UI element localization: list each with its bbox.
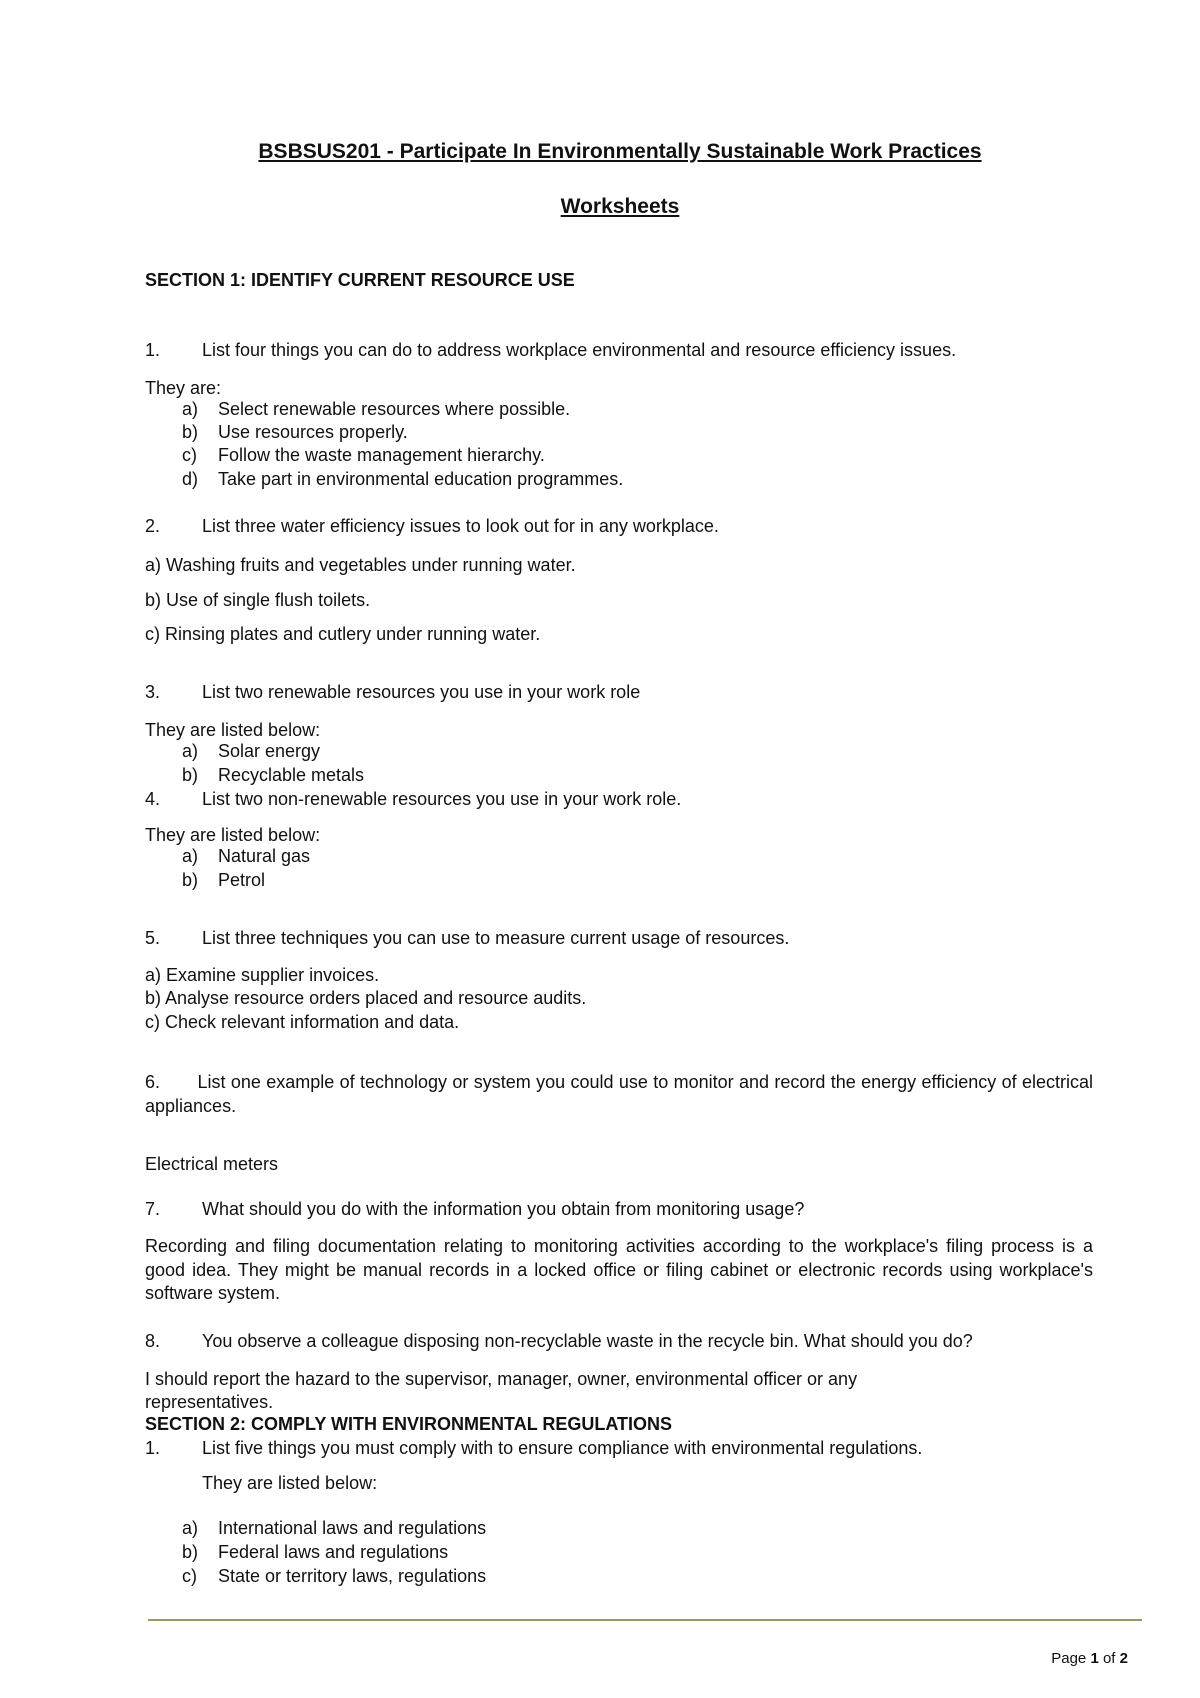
answer-intro: They are listed below:: [145, 720, 321, 740]
list-item: Petrol: [218, 870, 266, 890]
answer-line: a) Washing fruits and vegetables under running water.: [145, 555, 576, 575]
page-total: 2: [1119, 1650, 1128, 1667]
answer-line: b) Use of single flush toilets.: [145, 590, 371, 610]
page-current: 1: [1090, 1650, 1099, 1667]
list-label: c): [182, 445, 197, 465]
list-label: a): [182, 741, 199, 761]
question-4-text: List two non-renewable resources you use in your work role.: [202, 789, 682, 809]
list-label: c): [182, 1566, 197, 1586]
answer-line: a) Examine supplier invoices.: [145, 965, 380, 985]
question-number: 8.: [145, 1331, 161, 1351]
document-title: BSBSUS201 - Participate In Environmentally Sustainable Work Practices: [258, 140, 982, 163]
list-label: a): [182, 1518, 199, 1538]
list-label: a): [182, 399, 199, 419]
list-item: Federal laws and regulations: [218, 1542, 449, 1562]
answer-line: c) Rinsing plates and cutlery under running water.: [145, 624, 541, 644]
list-item: Use resources properly.: [218, 422, 408, 442]
answer-intro: They are listed below:: [202, 1473, 378, 1493]
question-number: 7.: [145, 1199, 161, 1219]
list-item: Take part in environmental education programmes.: [218, 469, 624, 489]
page-word: Page: [1051, 1650, 1087, 1667]
list-label: b): [182, 422, 199, 442]
list-item: Recyclable metals: [218, 765, 365, 785]
question-number: 5.: [145, 928, 161, 948]
answer-line: representatives.: [145, 1392, 274, 1412]
list-item: Follow the waste management hierarchy.: [218, 445, 545, 465]
list-label: b): [182, 1542, 199, 1562]
section-2-heading: SECTION 2: COMPLY WITH ENVIRONMENTAL REGULATIONS: [145, 1414, 673, 1434]
answer-intro: They are:: [145, 378, 222, 398]
list-item: State or territory laws, regulations: [218, 1566, 487, 1586]
question-number: 3.: [145, 682, 161, 702]
question-number: 1.: [145, 1438, 161, 1458]
list-label: d): [182, 469, 199, 489]
section-2-question-1-text: List five things you must comply with to ensure compliance with environmental regulations.: [202, 1438, 923, 1458]
question-1-text: List four things you can do to address workplace environmental and resource efficiency issues.: [202, 340, 957, 360]
question-number: 2.: [145, 516, 161, 536]
answer-intro: They are listed below:: [145, 825, 321, 845]
answer-line: b) Analyse resource orders placed and resource audits.: [145, 988, 587, 1008]
document-subtitle: Worksheets: [560, 195, 680, 218]
page-number: [1051, 1650, 1128, 1667]
answer-line: I should report the hazard to the supervisor, manager, owner, environmental officer or any: [145, 1369, 858, 1389]
question-6-text: 6. List one example of technology or system you could use to monitor and record the energy efficiency of electrical appliances.: [145, 1072, 1093, 1116]
list-item: International laws and regulations: [218, 1518, 487, 1538]
footer-divider: [148, 1619, 1142, 1621]
list-label: a): [182, 846, 199, 866]
question-5-text: List three techniques you can use to measure current usage of resources.: [202, 928, 790, 948]
list-item: Natural gas: [218, 846, 311, 866]
answer-line: Electrical meters: [145, 1154, 279, 1174]
list-item: Select renewable resources where possible.: [218, 399, 571, 419]
question-number: 4.: [145, 789, 161, 809]
question-3-text: List two renewable resources you use in your work role: [202, 682, 641, 702]
question-number: 1.: [145, 340, 161, 360]
question-2-text: List three water efficiency issues to look out for in any workplace.: [202, 516, 719, 536]
page-of: of: [1102, 1650, 1116, 1667]
list-label: b): [182, 870, 199, 890]
answer-paragraph: Recording and filing documentation relating to monitoring activities according to the workplace's filing process is a good idea. They might be manual records in a locked office or filing cabinet or electronic records using workplace's software system.: [145, 1236, 1093, 1303]
question-8-text: You observe a colleague disposing non-recyclable waste in the recycle bin. What should you do?: [202, 1331, 973, 1351]
list-label: b): [182, 765, 199, 785]
list-item: Solar energy: [218, 741, 321, 761]
section-1-heading: SECTION 1: IDENTIFY CURRENT RESOURCE USE: [145, 270, 575, 290]
question-7-text: What should you do with the information you obtain from monitoring usage?: [202, 1199, 805, 1219]
answer-line: c) Check relevant information and data.: [145, 1012, 460, 1032]
